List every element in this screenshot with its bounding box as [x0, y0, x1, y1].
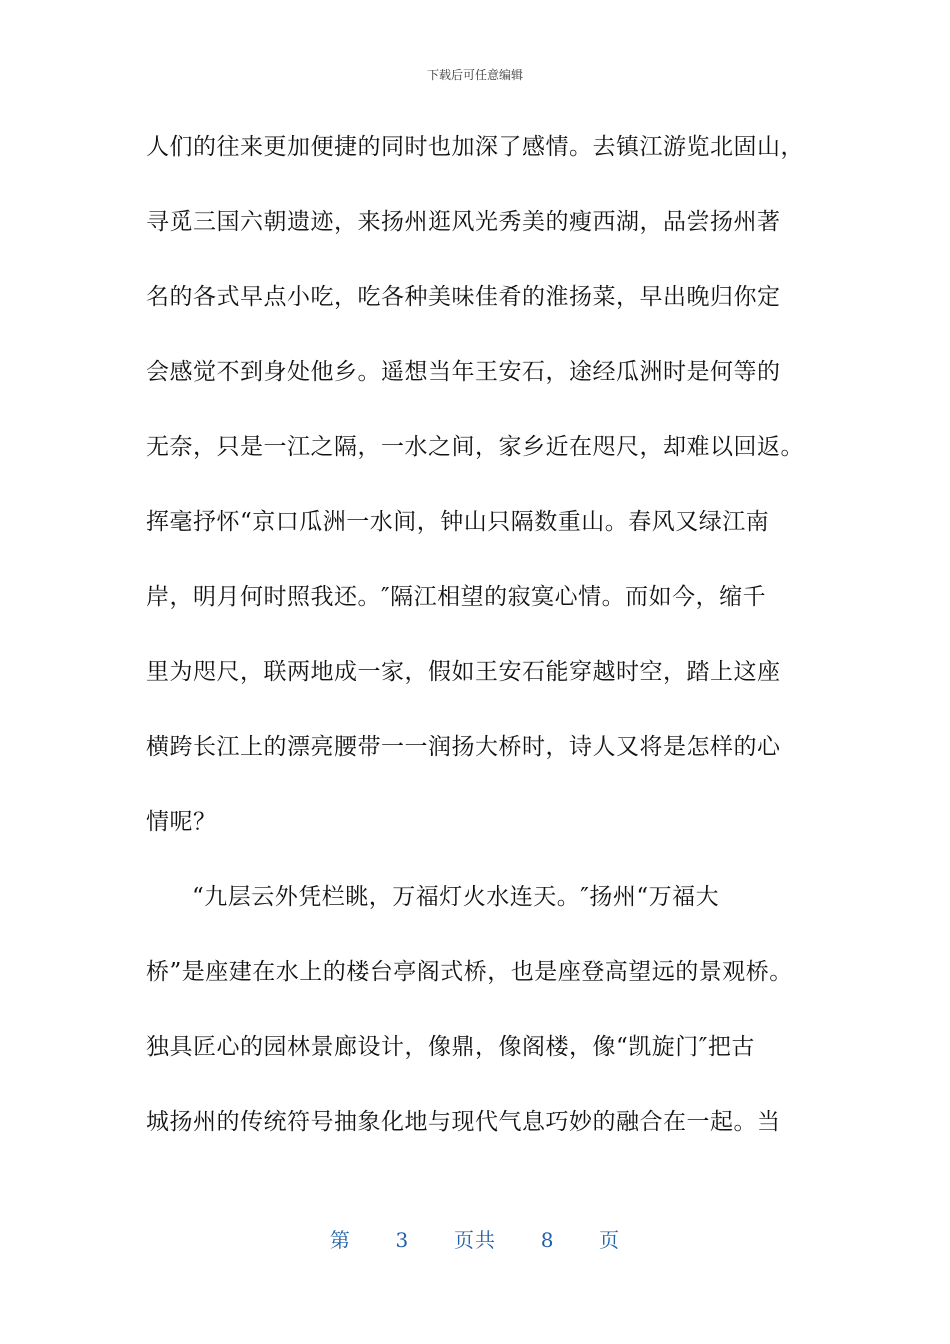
- text-line: 独具匠心的园林景廊设计，像鼎，像阁楼，像“凯旋门″把古: [146, 1034, 755, 1060]
- text-line: 寻觅三国六朝遗迹，来扬州逛风光秀美的瘦西湖，品尝扬州著: [146, 209, 781, 235]
- text-line: 岸，明月何时照我还。″隔江相望的寂寞心情。而如今，缩千: [146, 584, 767, 610]
- current-page-number: 3: [395, 1228, 410, 1252]
- text-line: 无奈，只是一江之隔，一水之间，家乡近在咫尺，却难以回返。: [146, 434, 804, 460]
- text-line: 名的各式早点小吃，吃各种美味佳肴的淮扬菜，早出晚归你定: [146, 284, 781, 310]
- text-line: 横跨长江上的漂亮腰带一一润扬大桥时，诗人又将是怎样的心: [146, 734, 781, 760]
- footer-middle: 页共: [454, 1228, 496, 1252]
- text-line: 情呢？: [146, 809, 217, 835]
- text-line: “九层云外凭栏眺，万福灯火水连天。″扬州“万福大: [192, 884, 720, 910]
- text-line: 桥”是座建在水上的楼台亭阁式桥，也是座登高望远的景观桥。: [146, 959, 793, 985]
- text-line: 里为咫尺，联两地成一家，假如王安石能穿越时空，踏上这座: [146, 659, 781, 685]
- text-line: 会感觉不到身处他乡。遥想当年王安石，途经瓜洲时是何等的: [146, 359, 781, 385]
- text-line: 挥毫抒怀“京口瓜洲一水间，钟山只隔数重山。春风又绿江南: [146, 509, 770, 535]
- footer-prefix: 第: [329, 1228, 351, 1252]
- page-header: 下载后可任意编辑: [426, 68, 523, 82]
- document-body: [146, 129, 816, 1179]
- total-page-count: 8: [540, 1228, 555, 1252]
- text-line: 城扬州的传统符号抽象化地与现代气息巧妙的融合在一起。当: [146, 1109, 781, 1135]
- footer-suffix: 页: [599, 1228, 621, 1252]
- page-number-footer: [0, 1224, 950, 1253]
- text-line: 人们的往来更加便捷的同时也加深了感情。去镇江游览北固山，: [146, 134, 804, 160]
